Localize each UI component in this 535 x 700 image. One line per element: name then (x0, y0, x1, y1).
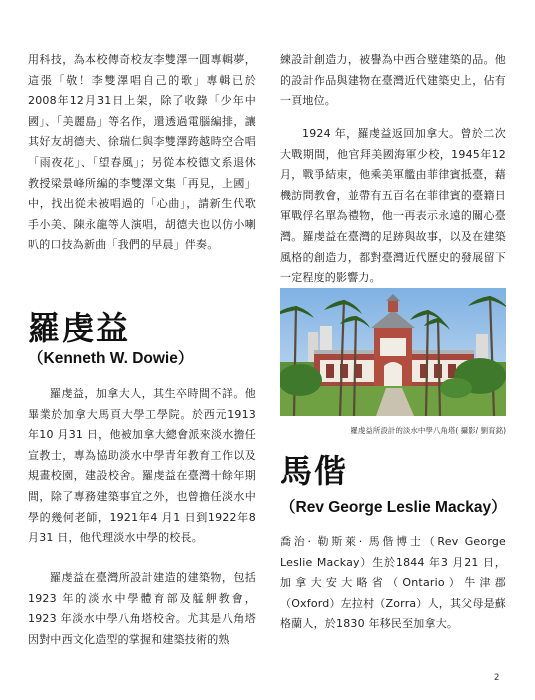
octagonal-tower-illustration (280, 288, 506, 416)
dowie-bio-paragraph: 羅虔益，加拿大人，其生卒時間不詳。他畢業於加拿大馬頁大學工學院。於西元1913 年10 月31 日，他被加拿大總會派來淡水擔任宣教士，專為協助淡水中學青年教育工作以及規畫校園，建設校舍。羅虔益在臺灣十餘年期間，除了專務建築事宜之外，也曾擔任淡水中學的幾何老師，1921年4 月1 日到1922年8 月31 日，他代理淡水中學的校長。 (28, 387, 256, 545)
section-subheading-dowie: （Kenneth W. Dowie） (28, 350, 194, 367)
continued-paragraph-right: 練設計創造力，被譽為中西合璧建築的品。他的設計作品與建物在臺灣近代建築史上，佔有一頁地位。 (280, 53, 506, 108)
octagonal-tower-photo (280, 288, 506, 416)
section-heading-mackay: 馬偕 (280, 452, 349, 490)
continued-paragraph: 用科技，為本校傳奇校友李雙澤一圓專輯夢，這張「敬！李雙澤唱自己的歌」專輯已於2008年12月31日上架，除了收錄「少年中國」、「美麗島」等名作，還透過電腦編排，讓其好友胡德夫、徐瑞仁與李雙澤跨越時空合唱「雨夜花」、「望春風」；另從本校德文系退休教授梁景峰所編的李雙澤文集「再見，上國」中，找出從未被唱過的「心曲」，請新生代歌手小美、陳永龍等人演唱，胡德夫也以仿小喇叭的口技為新曲「我們的早晨」伴奏。 (28, 53, 256, 252)
dowie-buildings-paragraph: 羅虔益在臺灣所設計建造的建築物，包括1923 年的淡水中學體育部及艋舺教會，1923 年淡水中學八角塔校舍。尤其是八角塔因對中西文化造型的掌握和建築技術的熟 (28, 571, 256, 646)
mackay-bio-paragraph: 喬治· 勒斯萊· 馬偕博士（Rev George Leslie Mackay）生於1844 年3 月21 日，加拿大安大略省（Ontario）牛津郡（Oxford）左拉村（Zorra）人，其父母是蘇格蘭人，於1830 年移民至加拿大。 (280, 535, 506, 631)
section-heading-dowie: 羅虔益 (28, 309, 131, 347)
photo-caption: 羅虔益所設計的淡水中學八角塔( 攝影/ 劉育銘) (350, 426, 506, 435)
page-number: 2 (494, 673, 500, 683)
dowie-return-paragraph: 1924 年，羅虔益返回加拿大。曾於二次大戰期間，他官拜美國海軍少校，1945年12 月，戰爭結束，他乘美軍艦由菲律賓抵臺，藉機訪問教會，並帶有五百名在菲律賓的臺籍日軍戰俘名單為禮物，他一再表示永遠的關心臺灣。羅虔益在臺灣的足跡與故事，以及在建築風格的創造力，都對臺灣近代歷史的發展留下一定程度的影響力。 (280, 127, 506, 285)
section-subheading-mackay: （Rev George Leslie Mackay） (280, 499, 507, 516)
